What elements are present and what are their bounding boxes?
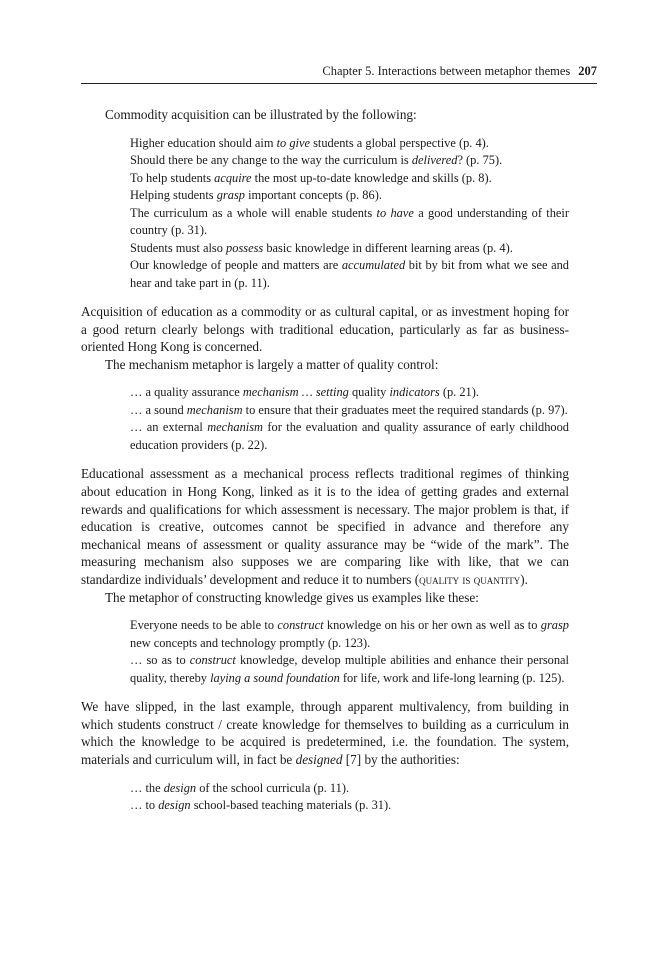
intro-mechanism: The mechanism metaphor is largely a matter of quality control: — [105, 356, 439, 372]
quote-line: Everyone needs to be able to construct knowledge on his or her own as well as to grasp new concepts and technology promptly (p. 123). — [130, 618, 569, 650]
quote-line: … a quality assurance mechanism … setting quality indicators (p. 21). — [130, 385, 479, 400]
quote-line: To help students acquire the most up-to-date knowledge and skills (p. 8). — [130, 170, 492, 185]
paragraph-assessment: Educational assessment as a mechanical process reflects traditional regimes of thinking about education in Hong Kong, linked as it is to the idea of getting grades and external rewards and qualifications for which assessment is necessary. The major problem is that, if education is creative, outcomes cannot be specified in advance and therefore any mechanical means of assessment or quality assurance may be “wide of the mark”. The measuring mechanism also supposes we are comparing like with like, that we can standardize individuals’ development and reduce it to numbers (quality is quantity). — [81, 466, 569, 588]
intro-commodity: Commodity acquisition can be illustrated by the following: — [105, 107, 417, 122]
quote-block-constructing — [130, 617, 569, 687]
body-text — [81, 106, 569, 826]
quote-line: … to design school-based teaching materials (p. 31). — [130, 798, 392, 813]
quote-line: Students must also possess basic knowledge in different learning areas (p. 4). — [130, 240, 513, 255]
chapter-title: Chapter 5. Interactions between metaphor themes — [322, 64, 571, 78]
quote-line: The curriculum as a whole will enable students to have a good understanding of their country (p. 31). — [130, 205, 569, 238]
quote-line: … an external mechanism for the evaluation and quality assurance of early childhood education providers (p. 22). — [130, 420, 569, 452]
quote-line: … so as to construct knowledge, develop multiple abilities and enhance their personal quality, thereby laying a sound foundation for life, work and life-long learning (p. 125). — [130, 653, 569, 685]
quote-block-design — [130, 780, 569, 815]
paragraph-multivalency: We have slipped, in the last example, through apparent multivalency, from building in which students construct / create knowledge for themselves to building as a curriculum in which the knowledge to be acquired is predetermined, i.e. the foundation. The system, materials and curriculum will, in fact be designed [7] by the authorities: — [81, 699, 569, 767]
quote-line: … a sound mechanism to ensure that their graduates meet the required standards (p. 97). — [130, 402, 568, 417]
quote-line: Higher education should aim to give students a global perspective (p. 4). — [130, 135, 489, 150]
running-header — [81, 63, 597, 79]
page-number: 207 — [578, 64, 597, 78]
quote-line: Helping students grasp important concepts (p. 86). — [130, 188, 382, 203]
quote-line: Should there be any change to the way the curriculum is delivered? (p. 75). — [130, 153, 503, 168]
quote-line: Our knowledge of people and matters are accumulated bit by bit from what we see and hear and take part in (p. 11). — [130, 258, 569, 290]
header-rule — [81, 83, 597, 84]
intro-constructing: The metaphor of constructing knowledge gives us examples like these: — [105, 589, 479, 605]
quote-block-commodity — [130, 135, 569, 293]
quote-block-mechanism — [130, 384, 569, 454]
paragraph-acquisition: Acquisition of education as a commodity or as cultural capital, or as investment hoping for a good return clearly belongs with traditional education, particularly as far as business-oriented Hong Kong is concerned. — [81, 304, 569, 355]
quote-line: … the design of the school curricula (p. 11). — [130, 780, 350, 795]
small-caps-metaphor: quality is quantity — [419, 572, 521, 588]
